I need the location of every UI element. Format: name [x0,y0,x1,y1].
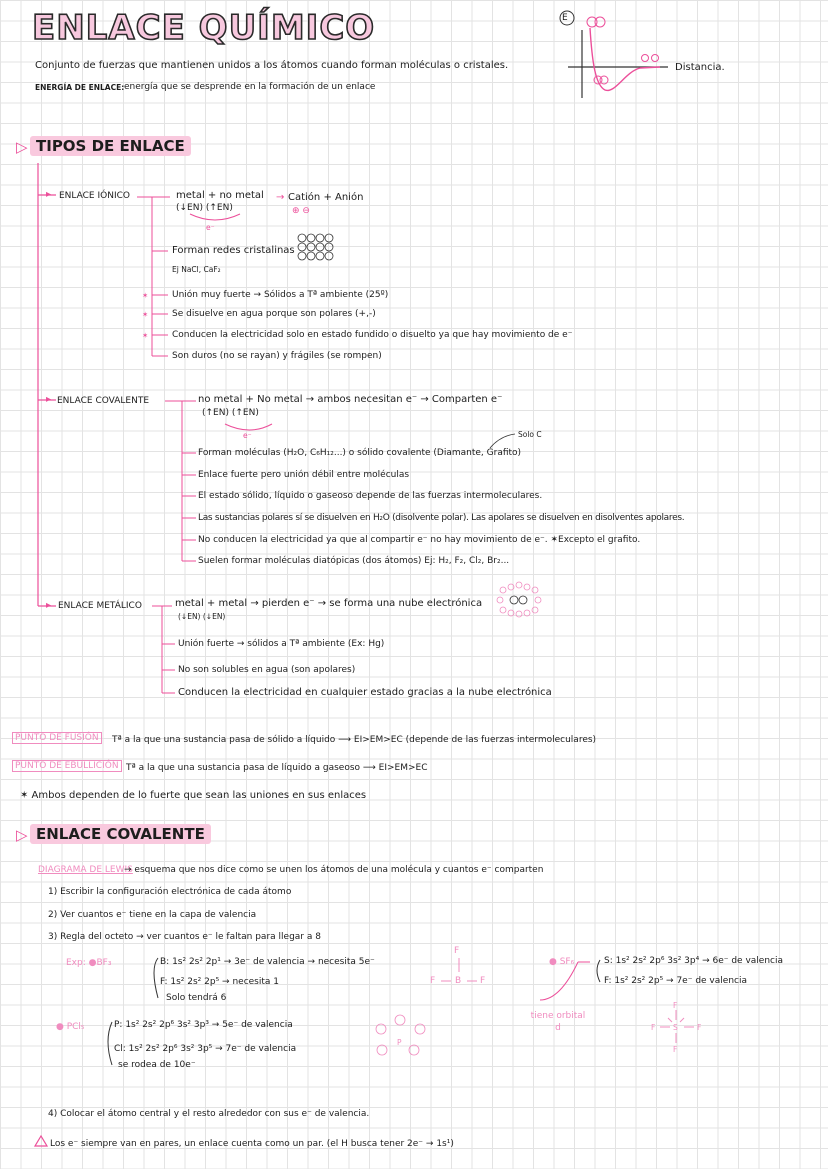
pcl5-label: ● PCl₅ [56,1022,85,1032]
ionico-ejemplo: Ej NaCl, CaF₂ [172,265,221,274]
metalico-formula: metal + metal → pierden e⁻ → se forma una nube electrónica [175,598,483,609]
metalico-label: ENLACE METÁLICO [58,601,142,611]
triangle-icon: ▷ [16,138,28,156]
pcl5-rodea: se rodea de 10e⁻ [118,1060,196,1070]
covalente-electron: e⁻ [243,431,252,440]
covalente-en: (↑EN) (↑EN) [202,408,259,418]
atom-circle [642,55,649,62]
energy-label: ENERGÍA DE ENLACE: [35,83,125,92]
page-title: ENLACE QUÍMICO [32,8,376,48]
ionico-prop: Unión muy fuerte → Sólidos a Tª ambiente (25º) [172,290,389,300]
pcl5-cl-config: Cl: 1s² 2s² 2p⁶ 3s² 3p⁵ → 7e⁻ de valencia [114,1044,297,1054]
pcl5-lewis-diagram [376,1015,425,1055]
arrow-icon: ▸ [46,189,52,200]
fusion-label: PUNTO DE FUSIÓN [12,732,102,744]
bf3-label: Exp: ●BF₃ [66,958,112,968]
warning-icon [35,1136,47,1146]
ionico-label: ENLACE IÓNICO [59,191,130,201]
puntos-note: ✶ Ambos dependen de lo fuerte que sean las uniones en sus enlaces [20,790,367,801]
section-heading-tipos: TIPOS DE ENLACE [30,137,191,155]
metalico-prop: No son solubles en agua (son apolares) [178,665,356,675]
warning-text: Los e⁻ siempre van en pares, un enlace cuenta como un par. (el H busca tener 2e⁻ → 1s¹) [50,1139,454,1149]
ebullicion-label: PUNTO DE EBULLICIÓN [12,760,122,772]
fusion-text: Tª a la que una sustancia pasa de sólido a líquido ⟶ EI>EM>EC (depende de las fuerzas intermoleculares) [112,735,597,745]
sf6-label: ● SF₆ [549,957,575,967]
covalente-prop: Enlace fuerte pero unión débil entre moléculas [198,470,410,480]
bf3-solo: Solo tendrá 6 [166,993,227,1003]
metalico-prop: Conducen la electricidad en cualquier estado gracias a la nube electrónica [178,687,552,698]
section-heading-covalente: ENLACE COVALENTE [30,825,211,843]
ionico-prop: Se disuelve en agua porque son polares (+,-) [172,309,376,319]
triangle-icon: ▷ [16,826,28,844]
bf3-f-config: F: 1s² 2s² 2p⁵ → necesita 1 [160,977,279,987]
ionico-charges: ⊕ ⊖ [292,206,310,216]
energy-text: energía que se desprende en la formación de un enlace [124,82,376,92]
covalente-prop: Forman moléculas (H₂O, C₆H₁₂...) o sólido covalente (Diamante, Grafito) [198,448,522,458]
ionico-arrow: → [276,192,285,203]
metalico-en: (↓EN) (↓EN) [178,612,226,621]
ionico-en: (↓EN) (↑EN) [176,203,233,213]
ionico-formula: metal + no metal [176,190,264,201]
lewis-step: 3) Regla del octeto → ver cuantos e⁻ le faltan para llegar a 8 [48,932,321,942]
ionico-prop: Son duros (no se rayan) y frágiles (se rompen) [172,351,382,361]
bf3-b-config: B: 1s² 2s² 2p¹ → 3e⁻ de valencia → necesita 5e⁻ [160,957,375,967]
covalente-prop: Las sustancias polares sí se disuelven en H₂O (disolvente polar). Las apolares se disuelven en disolventes apolares. [198,513,685,523]
lewis-step: 1) Escribir la configuración electrónica de cada átomo [48,887,292,897]
ionico-result: Catión + Anión [288,192,364,203]
covalente-prop: Suelen formar moléculas diatópicas (dos átomos) Ej: H₂, F₂, Cl₂, Br₂... [198,556,510,566]
ionico-redes: Forman redes cristalinas [172,245,295,256]
covalente-label: ENLACE COVALENTE [57,396,150,406]
sf6-orbital: tiene orbital d [530,1011,586,1033]
covalente-prop: No conducen la electricidad ya que al compartir e⁻ no hay movimiento de e⁻. ✶Excepto el grafito. [198,535,641,545]
metalico-prop: Unión fuerte → sólidos a Tª ambiente (Ex: Hg) [178,639,385,649]
pcl5-p-config: P: 1s² 2s² 2p⁶ 3s² 3p³ → 5e⁻ de valencia [114,1020,293,1030]
atom-circle [652,55,659,62]
covalente-formula: no metal + No metal → ambos necesitan e⁻ → Comparten e⁻ [198,394,503,405]
graph-x-label: Distancia. [675,62,725,73]
crystal-lattice-icon [298,234,333,260]
lewis-step: 2) Ver cuantos e⁻ tiene en la capa de valencia [48,910,257,920]
definition-text: Conjunto de fuerzas que mantienen unidos a los átomos cuando forman moléculas o cristales. [35,60,509,71]
lewis-text: → esquema que nos dice como se unen los átomos de una molécula y cuantos e⁻ comparten [124,865,544,875]
graph-y-label: E [562,13,568,23]
ebullicion-text: Tª a la que una sustancia pasa de líquido a gaseoso ⟶ EI>EM>EC [126,763,428,773]
ionico-prop: Conducen la electricidad solo en estado fundido o disuelto ya que hay movimiento de e⁻ [172,330,573,340]
covalente-prop: El estado sólido, líquido o gaseoso depende de las fuerzas intermoleculares. [198,491,543,501]
covalente-solo-c: Solo C [518,430,542,439]
lewis-label: DIAGRAMA DE LEWIS [38,865,133,875]
lewis-step-4: 4) Colocar el átomo central y el resto alrededor con sus e⁻ de valencia. [48,1109,370,1119]
sf6-s-config: S: 1s² 2s² 2p⁶ 3s² 3p⁴ → 6e⁻ de valencia [604,956,784,966]
atom-circle [600,76,608,84]
ionico-electron: e⁻ [206,223,215,232]
sf6-f-config: F: 1s² 2s² 2p⁵ → 7e⁻ de valencia [604,976,747,986]
